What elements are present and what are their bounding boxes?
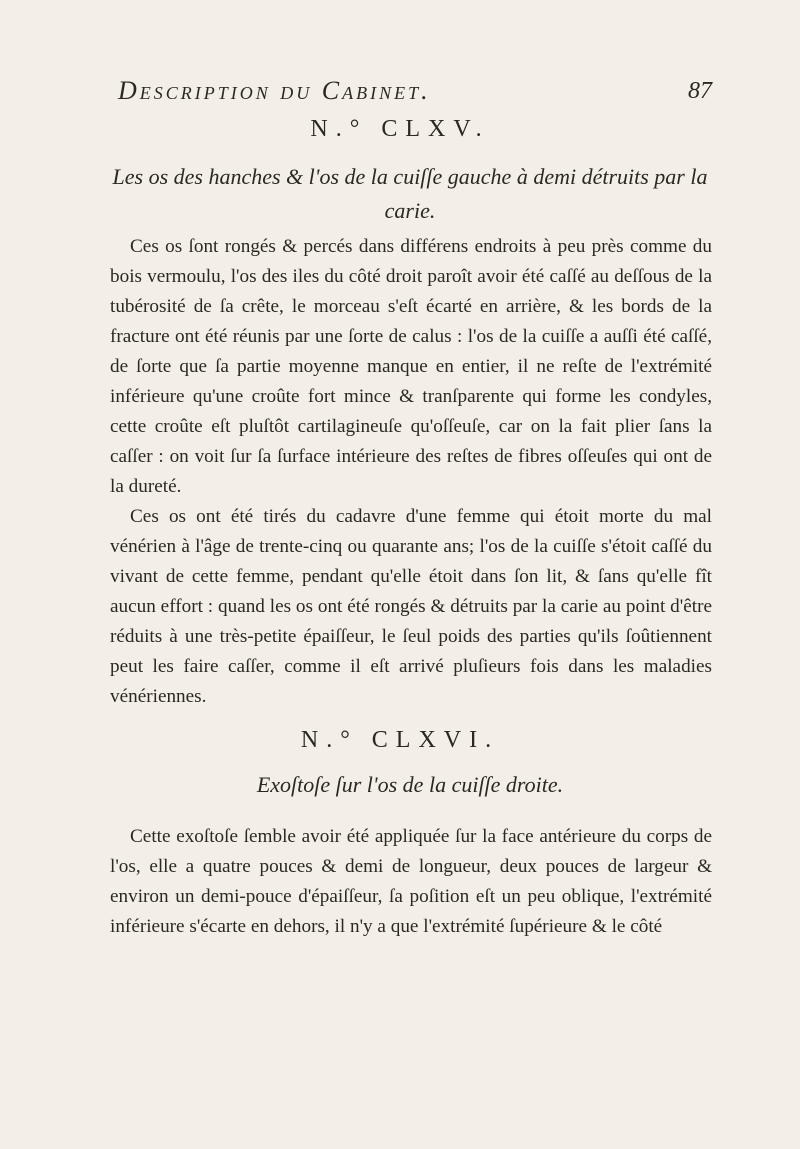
entry-body bbox=[110, 232, 712, 712]
paragraph: Ces os ſont rongés & percés dans différens endroits à peu près comme du bois vermoulu, l'os des iles du côté droit paroît avoir été caſſé au deſſous de la tubérosité de ſa crête, le morceau s'eſt écarté en arrière, & les bords de la fracture ont été réunis par une ſorte de calus : l'os de la cuiſſe a auſſi été caſſé, de ſorte que ſa partie moyenne manque en entier, il ne reſte de l'extrémité inférieure qu'une croûte fort mince & tranſparente qui forme les condyles, cette croûte eſt pluſtôt cartilagineuſe qu'oſſeuſe, car on la fait plier ſans la caſſer : on voit ſur ſa ſurface intérieure des reſtes de fibres oſſeuſes qui ont de la dureté. bbox=[110, 236, 712, 497]
running-title: Description du Cabinet. bbox=[118, 76, 431, 105]
entry-number: N.° CLXVI. bbox=[300, 727, 500, 753]
entry-body bbox=[110, 822, 712, 942]
entry-number: N.° CLXV. bbox=[310, 116, 490, 142]
entry-title: Les os des hanches & l'os de la cuiſſe gauche à demi détruits par la carie. bbox=[112, 164, 708, 223]
paragraph: Ces os ont été tirés du cadavre d'une femme qui étoit morte du mal vénérien à l'âge de trente-cinq ou quarante ans; l'os de la cuiſſe s'étoit caſſé du vivant de cette femme, pendant qu'elle étoit dans ſon lit, & ſans qu'elle fît aucun effort : quand les os ont été rongés & détruits par la carie au point d'être réduits à une très-petite épaiſſeur, le ſeul poids des parties qu'ils ſoûtiennent peut les faire caſſer, comme il eſt arrivé pluſieurs fois dans les maladies vénériennes. bbox=[110, 506, 712, 707]
entry-title: Exoſtoſe ſur l'os de la cuiſſe droite. bbox=[256, 772, 564, 797]
page-number: 87 bbox=[688, 78, 712, 104]
running-head bbox=[118, 76, 718, 116]
paragraph: Cette exoſtoſe ſemble avoir été appliquée ſur la face antérieure du corps de l'os, elle a quatre pouces & demi de longueur, deux pouces de largeur & environ un demi-pouce d'épaiſſeur, ſa poſition eſt un peu oblique, l'extrémité inférieure s'écarte en dehors, il n'y a que l'extrémité ſupérieure & le côté bbox=[110, 826, 712, 937]
